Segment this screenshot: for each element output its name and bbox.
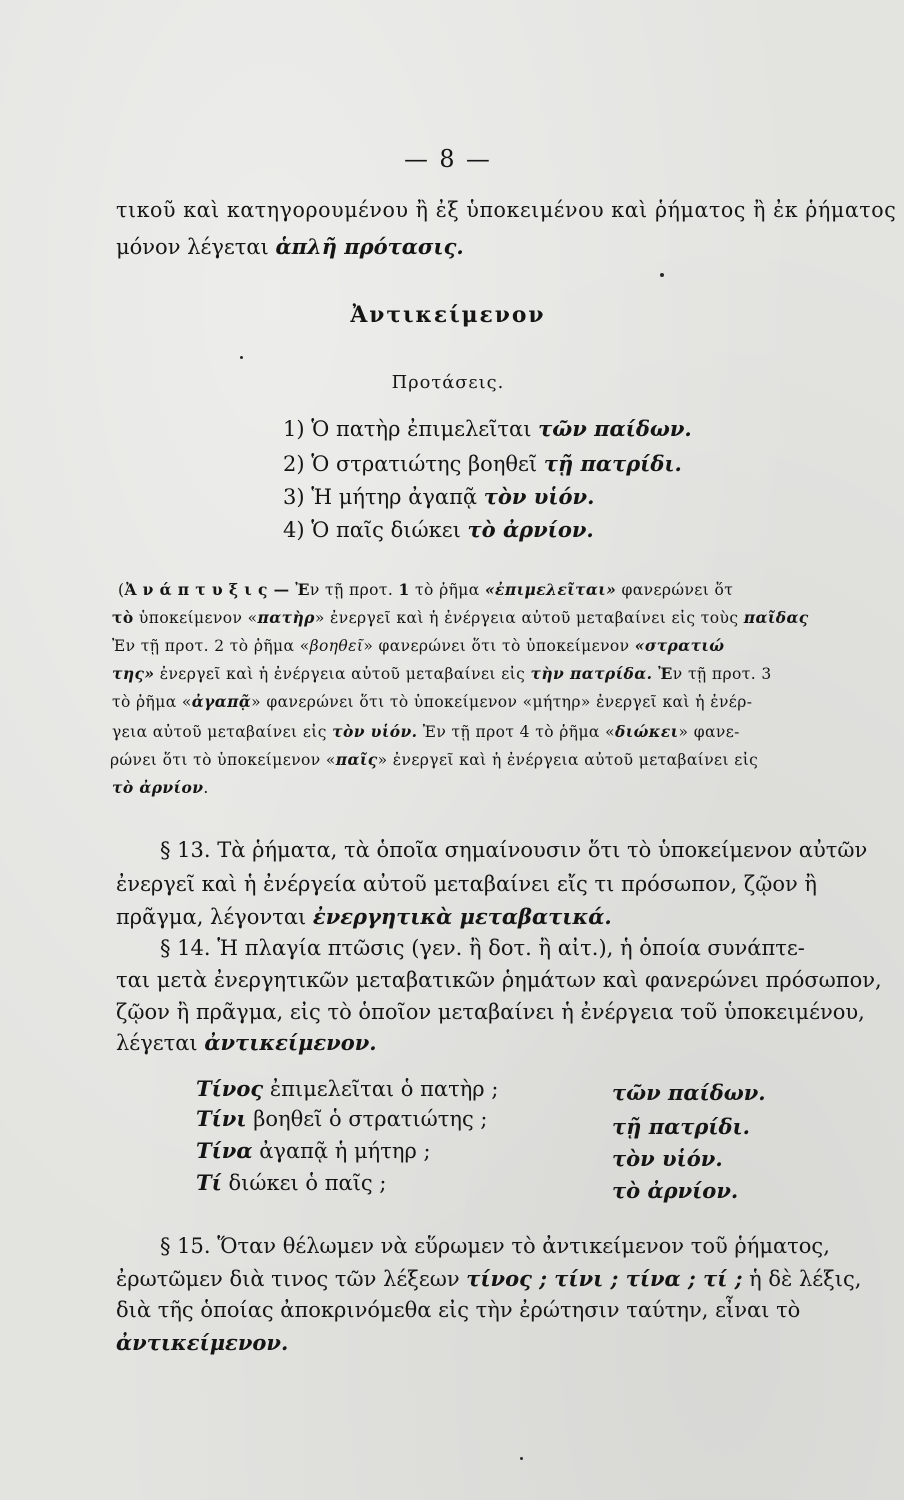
section-heading: Ἀντικείμενον xyxy=(350,302,546,328)
analysis-bold: 1 xyxy=(398,580,410,599)
analysis-bold: παῖδας xyxy=(743,608,809,627)
ink-speck xyxy=(520,1457,523,1460)
sentence-object: τὸν υἱόν. xyxy=(483,484,595,509)
analysis-text: τὸ ῥῆμα « xyxy=(112,693,192,711)
analysis-text: γεια αὐτοῦ μεταβαίνει εἰς xyxy=(112,723,333,741)
para-14-text: λέγεται xyxy=(116,1031,205,1055)
intro-line-1: τικοῦ καὶ κατηγορουμένου ἢ ἐξ ὑποκειμένου καὶ ῥήματος ἢ ἐκ ῥήματος xyxy=(116,198,897,222)
analysis-bold: τὴν πατρίδα. xyxy=(530,664,653,683)
question-row xyxy=(196,1076,498,1101)
analysis-bold: τὸν υἱόν. xyxy=(332,722,418,741)
para-13-text: πρᾶγμα, λέγονται xyxy=(116,905,313,929)
analysis-line xyxy=(112,692,752,711)
question-word: Τίνα xyxy=(196,1138,253,1163)
para-14-line: ζῷον ἢ πρᾶγμα, εἰς τὸ ὁποῖον μεταβαίνει ἡ ἐνέργεια τοῦ ὑποκειμένου, xyxy=(116,1000,865,1024)
analysis-line xyxy=(112,778,209,797)
question-text: ἐπιμελεῖται ὁ πατὴρ ; xyxy=(263,1077,499,1101)
analysis-bold: τὸ xyxy=(112,608,134,627)
para-13-line xyxy=(116,904,612,929)
para-14-line: ται μετὰ ἐνεργητικῶν μεταβατικῶν ῥημάτων καὶ φανερώνει πρόσωπον, xyxy=(116,968,882,992)
answer: τῇ πατρίδι. xyxy=(612,1114,750,1139)
page-number: — 8 — xyxy=(404,145,492,173)
question-words-term: τίνος ; τίνι ; τίνα ; τί ; xyxy=(466,1266,743,1291)
analysis-text: ( xyxy=(118,581,125,599)
question-word: Τίνος xyxy=(196,1076,264,1101)
analysis-bold: Ἐ xyxy=(652,664,673,683)
para-13-line: ἐνεργεῖ καὶ ἡ ἐνέργεία αὐτοῦ μεταβαίνει εἴς τι πρόσωπον, ζῷον ἢ xyxy=(116,872,817,896)
transitive-verbs-term: ἐνεργητικὰ μεταβατικά. xyxy=(312,904,612,929)
analysis-line xyxy=(112,664,772,683)
para-15-text: ἡ δὲ λέξις, xyxy=(742,1267,862,1291)
question-text: βοηθεῖ ὁ στρατιώτης ; xyxy=(246,1107,488,1131)
analysis-text: Ἐν τῇ προτ 4 τὸ ῥῆμα « xyxy=(417,723,615,741)
analysis-line xyxy=(112,636,724,655)
example-sentence xyxy=(283,484,594,509)
answer: τῶν παίδων. xyxy=(612,1080,766,1105)
example-sentence xyxy=(283,517,594,542)
question-word: Τίνι xyxy=(196,1106,247,1131)
para-14-line xyxy=(116,1030,377,1055)
analysis-text: ἐνεργεῖ καὶ ἡ ἐνέργεια αὐτοῦ μεταβαίνει εἰς xyxy=(154,665,531,683)
analysis-bold: «ἐπιμελεῖται» xyxy=(484,580,617,599)
analysis-bold: διώκει xyxy=(615,722,679,741)
analysis-bold: παῖς xyxy=(335,750,378,769)
sentence-object: τὸ ἀρνίον. xyxy=(467,517,594,542)
question-row xyxy=(196,1138,431,1163)
sentence-text: 2) Ὁ στρατιώτης βοηθεῖ xyxy=(283,452,544,476)
analysis-line xyxy=(110,750,758,769)
sentence-text: 3) Ἡ μήτηρ ἀγαπᾷ xyxy=(283,485,484,509)
para-15-line xyxy=(116,1266,861,1291)
ink-speck xyxy=(240,356,243,359)
question-row xyxy=(196,1170,386,1195)
analysis-bold: πατὴρ xyxy=(257,608,315,627)
para-14-line: § 14. Ἡ πλαγία πτῶσις (γεν. ἢ δοτ. ἢ αἰτ.), ἡ ὁποία συνάπτε- xyxy=(160,936,805,960)
analysis-bold: ἀγαπᾷ xyxy=(191,692,252,711)
analysis-text: » ἐνεργεῖ καὶ ἡ ἐνέργεια αὐτοῦ μεταβαίνει εἰς τοὺς xyxy=(314,609,744,627)
question-text: ἀγαπᾷ ἡ μήτηρ ; xyxy=(252,1139,431,1163)
analysis-bold: Ἀ ν ά π τ υ ξ ι ς — Ἐ xyxy=(124,580,310,599)
example-sentence xyxy=(283,416,692,441)
analysis-line xyxy=(112,608,809,627)
analysis-text: τὸ ῥῆμα xyxy=(409,581,485,599)
sentence-text: 1) Ὁ πατὴρ ἐπιμελεῖται xyxy=(283,417,539,441)
para-15-line: διὰ τῆς ὁποίας ἀποκρινόμεθα εἰς τὴν ἐρώτησιν ταύτην, εἶναι τὸ xyxy=(116,1298,801,1322)
example-sentence xyxy=(283,451,682,476)
analysis-italic: βοηθεῖ xyxy=(309,637,364,655)
analysis-line xyxy=(118,580,733,599)
analysis-bold: της» xyxy=(112,664,155,683)
analysis-text: ν τῇ προτ. 3 xyxy=(672,665,772,683)
analysis-text: . xyxy=(203,779,209,797)
analysis-text: ρώνει ὅτι τὸ ὑποκείμενον « xyxy=(110,751,336,769)
answer: τὸν υἱόν. xyxy=(612,1146,723,1171)
analysis-line xyxy=(112,722,740,741)
intro-text: μόνον λέγεται xyxy=(116,235,276,259)
analysis-text: ὑποκείμενον « xyxy=(133,609,258,627)
para-15-line: § 15. Ὅταν θέλωμεν νὰ εὕρωμεν τὸ ἀντικείμενον τοῦ ῥήματος, xyxy=(160,1234,830,1258)
sentence-text: 4) Ὁ παῖς διώκει xyxy=(283,518,468,542)
sentence-object: τῇ πατρίδι. xyxy=(543,451,682,476)
object-term: ἀντικείμενον. xyxy=(204,1030,377,1055)
analysis-text: ν τῇ προτ. xyxy=(309,581,399,599)
para-13-line: § 13. Τὰ ῥήματα, τὰ ὁποῖα σημαίνουσιν ὅτι τὸ ὑποκείμενον αὐτῶν xyxy=(160,838,868,862)
analysis-text: » φανερώνει ὅτι τὸ ὑποκείμενον «μήτηρ» ἐνεργεῖ καὶ ἡ ἐνέρ- xyxy=(251,693,753,711)
para-15-text: ἐρωτῶμεν διὰ τινος τῶν λέξεων xyxy=(116,1267,467,1291)
answer: τὸ ἀρνίον. xyxy=(612,1178,739,1203)
section-subheading: Προτάσεις. xyxy=(391,372,505,393)
question-row xyxy=(196,1106,488,1131)
analysis-text: Ἐν τῇ προτ. 2 τὸ ῥῆμα « xyxy=(112,637,310,655)
intro-line-2 xyxy=(116,234,464,259)
analysis-bold: τὸ ἀρνίον xyxy=(112,778,204,797)
simple-sentence-term: ἁπλῆ πρότασις. xyxy=(275,234,464,259)
question-text: διώκει ὁ παῖς ; xyxy=(221,1171,387,1195)
analysis-text: φανερώνει ὅτ xyxy=(616,581,734,599)
analysis-text: » φανερώνει ὅτι τὸ ὑποκείμενον xyxy=(363,637,635,655)
analysis-text: » φανε- xyxy=(678,723,740,741)
sentence-object: τῶν παίδων. xyxy=(538,416,692,441)
analysis-text: » ἐνεργεῖ καὶ ἡ ἐνέργεια αὐτοῦ μεταβαίνει εἰς xyxy=(377,751,759,769)
analysis-bold: «στρατιώ xyxy=(634,636,725,655)
object-term: ἀντικείμενον. xyxy=(116,1330,289,1355)
ink-speck xyxy=(660,273,664,277)
question-word: Τί xyxy=(196,1170,222,1195)
